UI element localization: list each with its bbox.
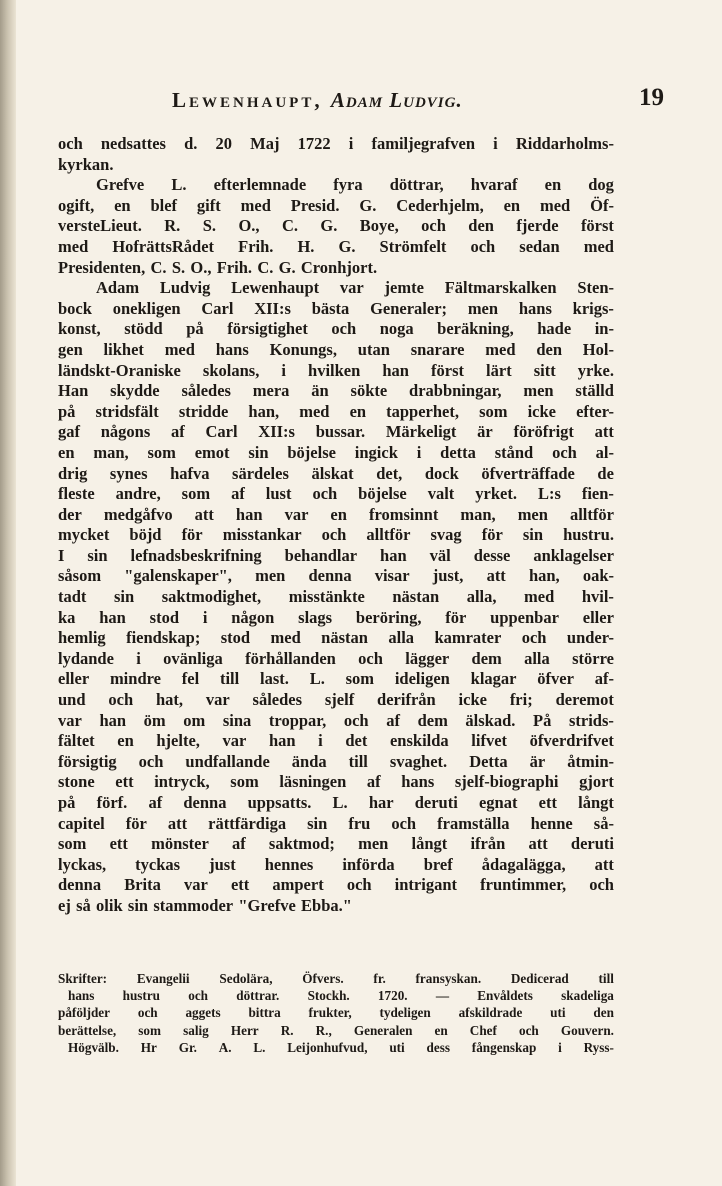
page-number: 19 xyxy=(639,84,664,111)
body-text-line: Grefve L. efterlemnade fyra döttrar, hvaraf en dog xyxy=(96,175,614,195)
body-text-line: Adam Ludvig Lewenhaupt var jemte Fältmarskalken Sten- xyxy=(96,278,614,298)
body-text-line: gaf någons af Carl XII:s bussar. Märkeligt är föröfrigt att xyxy=(58,422,614,442)
body-text-line: som ett mönster af saktmod; men långt ifrån att deruti xyxy=(58,834,614,854)
body-text-line: ka han stod i någon slags beröring, för uppenbar eller xyxy=(58,607,614,627)
body-text-line: ogift, en blef gift med Presid. G. Cederhjelm, en med Öf- xyxy=(58,195,614,215)
footnote-line: berättelse, som salig Herr R. R., Generalen en Chef och Gouvern. xyxy=(58,1022,614,1038)
body-text-line: fleste andre, som af lust och böjelse valt yrket. L:s fien- xyxy=(58,484,614,504)
body-text-line: på stridsfält stridde han, med en tapperhet, som icke efter- xyxy=(58,401,614,421)
body-text-line: eller mindre fel till last. L. som ideligen klagar öfver af- xyxy=(58,669,614,689)
body-text-line: på förf. af denna uppsatts. L. har deruti egnat ett långt xyxy=(58,793,614,812)
body-text-line: ländskt-Oraniske skolans, i hvilken han först lärt sitt yrke. xyxy=(58,360,614,380)
body-text-line: fältet en hjelte, var han i det enskilda lifvet öfverdrifvet xyxy=(58,731,614,751)
running-head xyxy=(172,88,463,113)
body-text-line: drig synes hafva särdeles älskat det, dock öfverträffade de xyxy=(58,463,614,483)
body-text-line: stone ett intryck, som läsningen af hans sjelf-biographi gjort xyxy=(58,772,614,792)
running-head-name: Lewenhaupt, xyxy=(172,88,323,112)
body-text-line: hemlig fiendskap; stod med nästan alla kamrater och under- xyxy=(58,628,614,648)
body-text-line: mycket böjd för misstankar och alltför svag för sin hustru. xyxy=(58,525,614,545)
body-text xyxy=(58,134,614,917)
body-text-line: ej så olik sin stammoder "Grefve Ebba." xyxy=(58,895,352,915)
body-text-line: försigtig och undfallande ända till svaghet. Detta är åtmin- xyxy=(58,751,614,771)
running-head-given-names: Adam Ludvig. xyxy=(330,88,463,112)
footnote-line: Högvälb. Hr Gr. A. L. Leijonhufvud, uti dess fångenskap i Ryss- xyxy=(68,1039,614,1055)
page-binding-shadow xyxy=(0,0,16,1186)
page-header xyxy=(40,84,692,122)
body-text-line: kyrkan. xyxy=(58,154,114,174)
body-text-line: såsom "galenskaper", men denna visar just, att han, oak- xyxy=(58,566,614,586)
body-text-line: tadt sin saktmodighet, misstänkte nästan alla, med hvil- xyxy=(58,587,614,607)
body-text-line: bock onekligen Carl XII:s bästa Generaler; men hans krigs- xyxy=(58,298,614,318)
body-text-line: lyckas, tyckas just hennes införda bref ådagalägga, att xyxy=(58,854,614,874)
body-text-line: Presidenten, C. S. O., Frih. C. G. Cronhjort. xyxy=(58,257,378,277)
footnote-line: hans hustru och döttrar. Stockh. 1720. — Envåldets skadeliga xyxy=(68,988,614,1004)
body-text-line: och nedsattes d. 20 Maj 1722 i familjegrafven i Riddarholms- xyxy=(58,134,614,153)
body-text-line: denna Brita var ett ampert och intrigant fruntimmer, och xyxy=(58,875,614,895)
body-text-line: I sin lefnadsbeskrifning behandlar han väl desse anklagelser xyxy=(58,545,614,565)
body-text-line: capitel för att rättfärdiga sin fru och framställa henne så- xyxy=(58,813,614,833)
body-text-line: Han skydde således mera än sökte drabbningar, men ställd xyxy=(58,381,614,401)
body-text-line: der medgåfvo att han var en fromsinnt man, men alltför xyxy=(58,504,614,524)
footnote-line: påföljder och aggets bittra frukter, tydeligen afskildrade uti den xyxy=(58,1005,614,1021)
body-text-line: gen likhet med hans Konungs, utan snarare med den Hol- xyxy=(58,339,614,359)
body-text-line: und och hat, var således sjelf derifrån icke fri; deremot xyxy=(58,690,614,710)
body-text-line: en man, som emot sin böjelse ingick i detta stånd och al- xyxy=(58,442,614,462)
body-text-line: versteLieut. R. S. O., C. G. Boye, och den fjerde först xyxy=(58,216,614,236)
body-text-line: var han öm om sina troppar, och af dem älskad. På strids- xyxy=(58,710,614,730)
body-text-line: lydande i ovänliga förhållanden och lägger dem alla större xyxy=(58,648,614,668)
footnote-line: Skrifter: Evangelii Sedolära, Öfvers. fr. fransyskan. Dedicerad till xyxy=(58,971,614,986)
body-text-line: konst, stödd på försigtighet och noga beräkning, hade in- xyxy=(58,319,614,339)
body-text-line: med HofrättsRådet Frih. H. G. Strömfelt och sedan med xyxy=(58,236,614,256)
footnote-bibliography xyxy=(58,970,614,1056)
